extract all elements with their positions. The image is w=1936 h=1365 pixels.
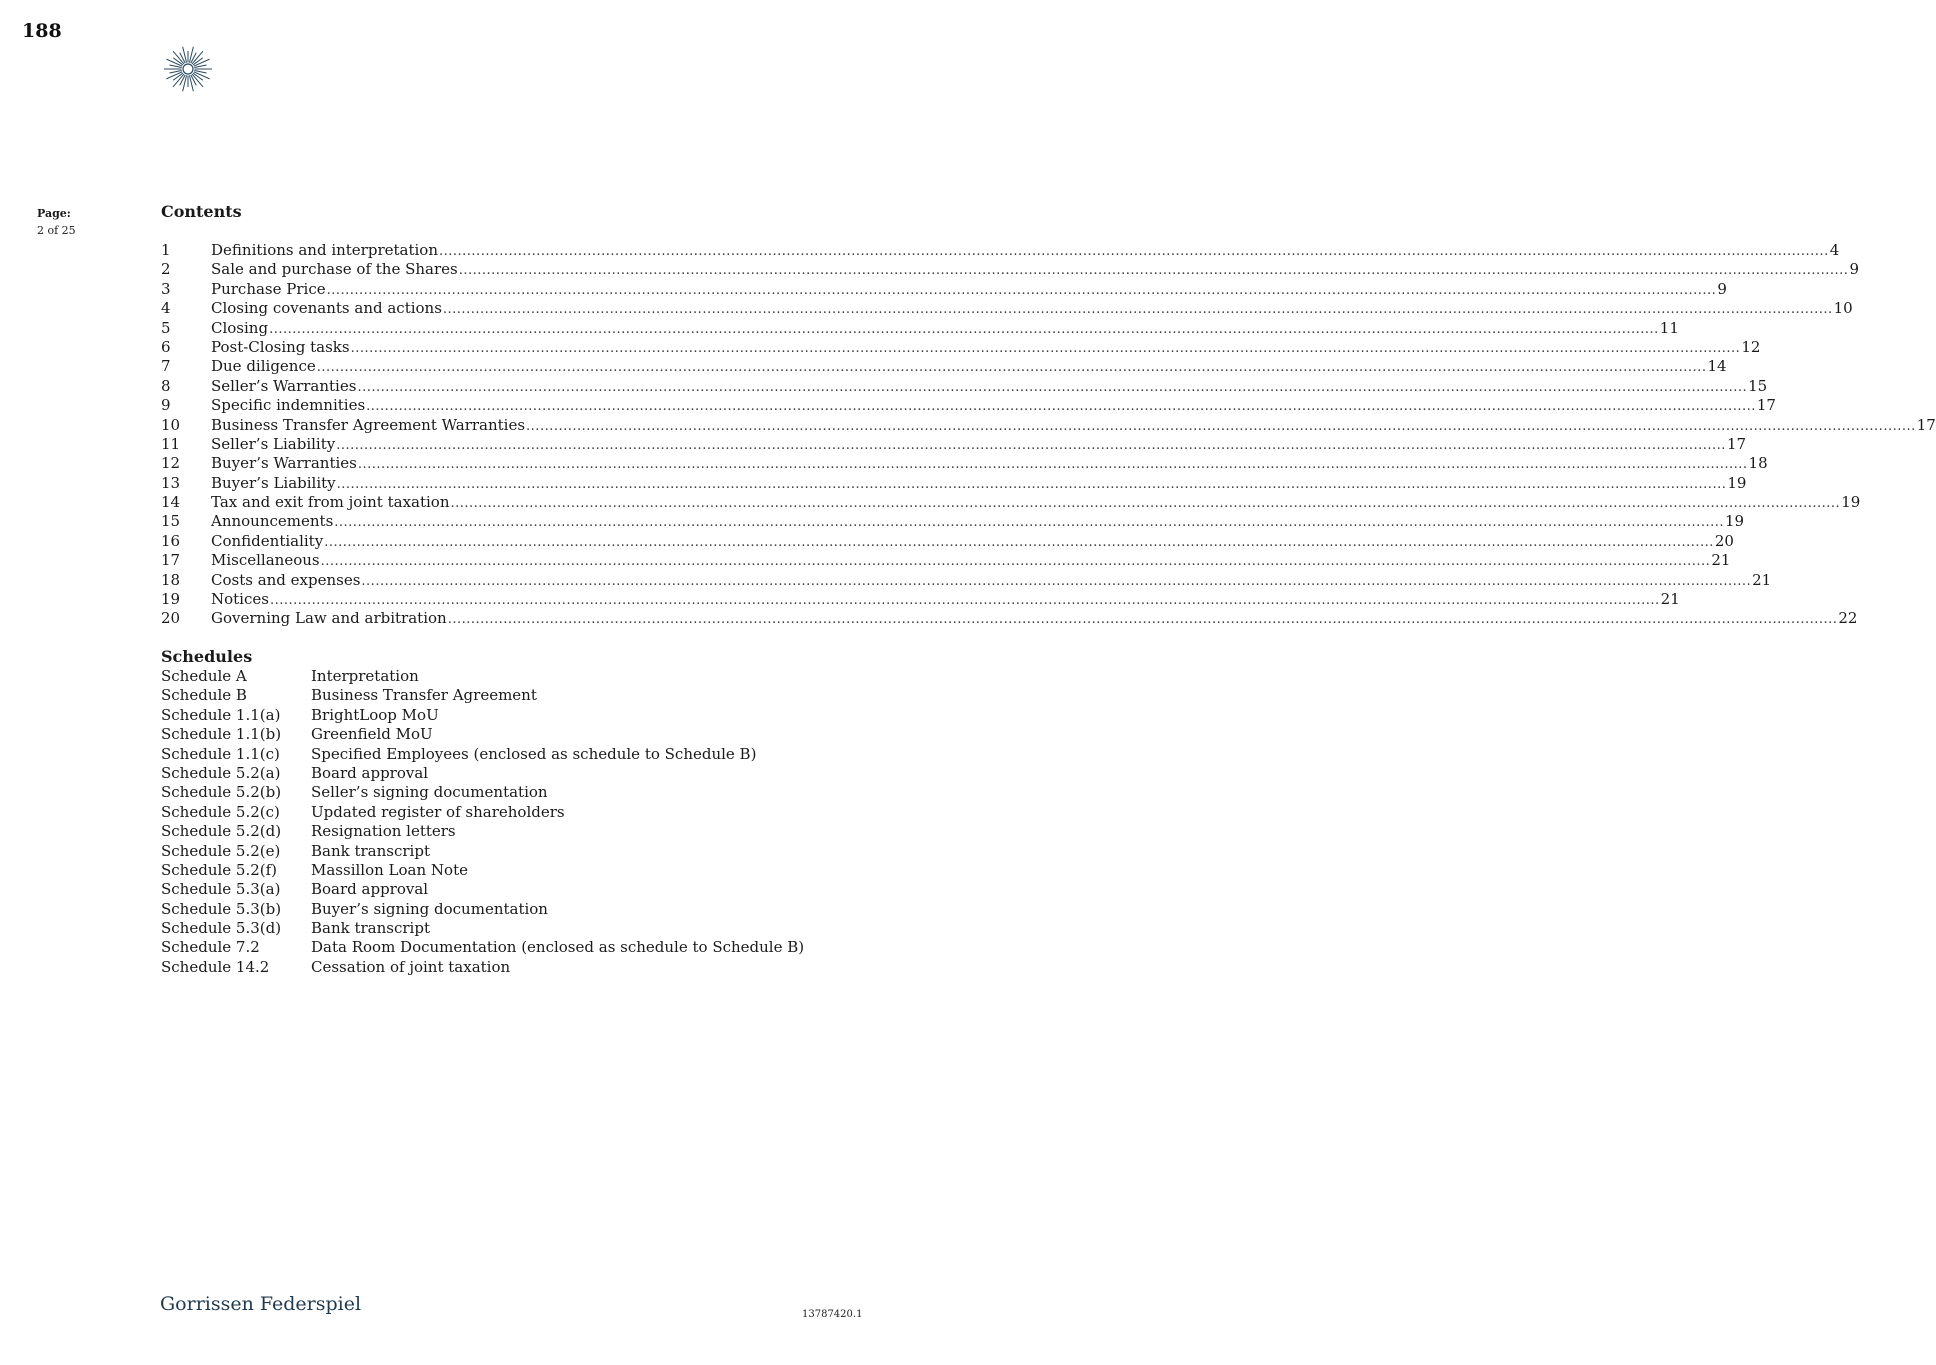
toc-entry[interactable]: [161, 241, 1840, 260]
toc-entry[interactable]: [161, 376, 1768, 396]
toc-entry-title: Closing covenants and actions: [211, 299, 442, 318]
document-id: 13787420.1: [802, 1309, 863, 1320]
toc-entry[interactable]: [161, 454, 1768, 473]
toc-entry[interactable]: [161, 570, 1772, 590]
toc-entry[interactable]: [161, 260, 1859, 279]
page-number: 188: [22, 20, 62, 42]
schedule-code: Schedule 7.2: [161, 938, 260, 957]
toc-dot-leader: ............................................................................................................................................................................................................................................................................................................: [316, 360, 1707, 376]
schedule-description: Updated register of shareholders: [311, 802, 565, 821]
toc-entry[interactable]: [161, 299, 1853, 318]
toc-entry[interactable]: [161, 473, 1747, 493]
toc-entry-page: 21: [1660, 590, 1680, 609]
toc-dot-leader: ............................................................................................................................................................................................................................................................................................................: [366, 399, 1756, 415]
toc-entry-page: 12: [1741, 337, 1761, 356]
contents-heading: Contents: [161, 202, 242, 221]
toc-entry-title: Purchase Price: [211, 279, 326, 298]
toc-entry-title: Notices: [211, 590, 269, 609]
toc-entry-number: 11: [161, 434, 181, 453]
schedule-entry: [161, 880, 861, 899]
schedule-entry: [161, 861, 861, 880]
toc-entry-title: Seller’s Liability: [211, 434, 336, 453]
toc-entry[interactable]: [161, 512, 1745, 531]
toc-entry-title: Seller’s Warranties: [211, 376, 357, 395]
schedule-code: Schedule 5.2(f): [161, 860, 278, 879]
schedule-code: Schedule 1.1(c): [161, 744, 280, 763]
brand-name: Gorrissen Federspiel: [160, 1293, 362, 1315]
toc-entry[interactable]: [161, 434, 1747, 454]
toc-entry[interactable]: [161, 531, 1734, 551]
toc-entry-title: Business Transfer Agreement Warranties: [211, 415, 526, 434]
schedule-code: Schedule 5.2(c): [161, 802, 280, 821]
toc-entry-page: 4: [1829, 241, 1840, 259]
toc-entry-page: 9: [1717, 279, 1727, 298]
toc-dot-leader: ............................................................................................................................................................................................................................................................................................................: [324, 534, 1714, 550]
toc-entry-title: Closing: [211, 318, 269, 337]
toc-entry-page: 22: [1838, 609, 1858, 628]
schedule-description: Bank transcript: [311, 919, 430, 938]
schedule-description: Greenfield MoU: [311, 725, 433, 744]
schedule-entry: [161, 958, 861, 977]
toc-dot-leader: ............................................................................................................................................................................................................................................................................................................: [357, 379, 1748, 395]
toc-entry-number: 3: [161, 279, 171, 298]
toc-entry-title: Tax and exit from joint taxation: [211, 493, 450, 512]
toc-entry-title: Buyer’s Warranties: [211, 454, 357, 473]
toc-entry-page: 9: [1849, 260, 1859, 279]
toc-entry-page: 17: [1916, 415, 1936, 434]
toc-entry-page: 18: [1748, 454, 1768, 473]
toc-entry-number: 10: [161, 415, 181, 434]
table-of-contents: [161, 241, 1936, 629]
schedule-code: Schedule 5.3(d): [161, 919, 282, 938]
toc-entry-page: 10: [1833, 299, 1853, 318]
toc-entry-number: 5: [161, 318, 171, 337]
schedule-entry: [161, 900, 861, 919]
schedule-description: Cessation of joint taxation: [311, 957, 511, 976]
toc-dot-leader: ............................................................................................................................................................................................................................................................................................................: [320, 554, 1711, 570]
toc-entry-title: Due diligence: [211, 357, 316, 376]
schedule-entry: [161, 803, 861, 822]
toc-entry-number: 4: [161, 299, 171, 318]
toc-entry-title: Buyer’s Liability: [211, 473, 336, 492]
toc-dot-leader: ............................................................................................................................................................................................................................................................................................................: [350, 340, 1741, 356]
schedule-code: Schedule A: [161, 667, 247, 685]
toc-entry-page: 21: [1711, 551, 1731, 570]
toc-entry-number: 1: [161, 241, 171, 259]
toc-entry-number: 12: [161, 454, 181, 473]
toc-entry-page: 19: [1841, 493, 1861, 512]
schedule-entry: [161, 706, 861, 725]
toc-dot-leader: ............................................................................................................................................................................................................................................................................................................: [450, 496, 1841, 512]
toc-entry-number: 8: [161, 376, 171, 395]
toc-entry[interactable]: [161, 551, 1731, 570]
toc-dot-leader: ............................................................................................................................................................................................................................................................................................................: [269, 593, 1660, 609]
schedule-entry: [161, 745, 861, 764]
schedule-entry: [161, 938, 861, 957]
toc-entry-page: 11: [1659, 318, 1679, 337]
toc-entry-page: 20: [1714, 531, 1734, 550]
toc-entry-page: 19: [1727, 473, 1747, 492]
toc-entry[interactable]: [161, 609, 1858, 628]
toc-entry-title: Costs and expenses: [211, 570, 361, 589]
schedule-code: Schedule 1.1(a): [161, 705, 281, 724]
toc-entry-number: 13: [161, 473, 181, 492]
toc-entry-number: 15: [161, 512, 181, 531]
toc-entry-page: 21: [1752, 570, 1772, 589]
schedule-entry: [161, 686, 861, 705]
toc-entry-number: 7: [161, 357, 171, 376]
toc-entry-title: Miscellaneous: [211, 551, 320, 570]
toc-entry-page: 15: [1748, 376, 1768, 395]
schedule-description: Specified Employees (enclosed as schedule to Schedule B): [311, 744, 757, 763]
schedule-entry: [161, 842, 861, 861]
toc-entry-number: 16: [161, 531, 181, 550]
toc-dot-leader: ............................................................................................................................................................................................................................................................................................................: [447, 612, 1838, 628]
toc-entry-number: 20: [161, 609, 181, 628]
toc-entry-title: Governing Law and arbitration: [211, 609, 447, 628]
schedule-entry: [161, 783, 861, 802]
toc-entry[interactable]: [161, 279, 1727, 299]
schedule-description: BrightLoop MoU: [311, 705, 439, 724]
schedule-code: Schedule 1.1(b): [161, 725, 282, 744]
schedule-code: Schedule 5.2(d): [161, 822, 282, 841]
toc-entry-number: 17: [161, 551, 181, 570]
schedule-code: Schedule 5.2(b): [161, 783, 282, 802]
toc-entry-page: 17: [1726, 434, 1747, 453]
toc-entry-page: 19: [1724, 512, 1745, 531]
schedule-description: Interpretation: [311, 667, 419, 685]
toc-dot-leader: ............................................................................................................................................................................................................................................................................................................: [439, 244, 1829, 259]
page-label: Page:: [37, 207, 71, 220]
toc-dot-leader: ............................................................................................................................................................................................................................................................................................................: [458, 263, 1849, 279]
toc-entry-title: Confidentiality: [211, 531, 324, 550]
toc-entry-number: 14: [161, 493, 181, 512]
toc-entry-number: 6: [161, 337, 171, 356]
toc-dot-leader: ............................................................................................................................................................................................................................................................................................................: [336, 437, 1726, 453]
schedule-description: Resignation letters: [311, 822, 456, 841]
toc-entry[interactable]: [161, 415, 1936, 435]
schedule-code: Schedule 5.3(a): [161, 880, 281, 899]
toc-entry-number: 2: [161, 260, 171, 279]
schedules-heading: Schedules: [161, 647, 253, 666]
schedule-description: Bank transcript: [311, 841, 430, 860]
toc-dot-leader: ............................................................................................................................................................................................................................................................................................................: [326, 282, 1717, 298]
schedule-code: Schedule B: [161, 686, 247, 705]
schedule-entry: [161, 822, 861, 841]
toc-dot-leader: ............................................................................................................................................................................................................................................................................................................: [526, 418, 1916, 434]
toc-dot-leader: ............................................................................................................................................................................................................................................................................................................: [334, 515, 1724, 531]
schedule-code: Schedule 14.2: [161, 957, 270, 976]
toc-entry[interactable]: [161, 318, 1679, 338]
schedule-description: Massillon Loan Note: [311, 860, 468, 879]
toc-entry-title: Sale and purchase of the Shares: [211, 260, 458, 279]
toc-entry[interactable]: [161, 493, 1861, 512]
page-count: 2 of 25: [37, 224, 76, 237]
toc-entry[interactable]: [161, 590, 1680, 609]
schedule-entry: [161, 667, 861, 686]
toc-entry-page: 17: [1756, 396, 1776, 415]
schedule-description: Data Room Documentation (enclosed as schedule to Schedule B): [311, 938, 805, 957]
toc-dot-leader: ............................................................................................................................................................................................................................................................................................................: [357, 457, 1748, 473]
toc-entry-title: Specific indemnities: [211, 396, 366, 415]
schedule-code: Schedule 5.3(b): [161, 899, 282, 918]
toc-entry[interactable]: [161, 337, 1761, 357]
schedule-description: Buyer’s signing documentation: [311, 899, 548, 918]
toc-dot-leader: ............................................................................................................................................................................................................................................................................................................: [442, 302, 1833, 318]
schedule-code: Schedule 5.2(e): [161, 841, 281, 860]
schedule-entry: [161, 725, 861, 744]
toc-entry[interactable]: [161, 396, 1776, 415]
schedule-description: Business Transfer Agreement: [311, 686, 537, 705]
toc-entry[interactable]: [161, 357, 1727, 376]
schedule-entry: [161, 919, 861, 938]
toc-entry-title: Announcements: [211, 512, 334, 531]
toc-entry-number: 9: [161, 396, 171, 415]
schedule-entry: [161, 764, 861, 783]
toc-dot-leader: ............................................................................................................................................................................................................................................................................................................: [269, 321, 1659, 337]
toc-entry-title: Definitions and interpretation: [211, 241, 438, 259]
schedule-description: Board approval: [311, 880, 429, 899]
toc-entry-number: 19: [161, 590, 181, 609]
toc-dot-leader: ............................................................................................................................................................................................................................................................................................................: [361, 573, 1752, 589]
schedule-description: Seller’s signing documentation: [311, 783, 548, 802]
schedule-description: Board approval: [311, 763, 429, 782]
toc-entry-page: 14: [1707, 357, 1727, 376]
schedules-list: [161, 667, 861, 977]
toc-entry-number: 18: [161, 570, 181, 589]
schedule-code: Schedule 5.2(a): [161, 763, 281, 782]
toc-dot-leader: ............................................................................................................................................................................................................................................................................................................: [336, 476, 1727, 492]
toc-entry-title: Post-Closing tasks: [211, 337, 350, 356]
sunburst-logo-icon: [160, 44, 216, 94]
